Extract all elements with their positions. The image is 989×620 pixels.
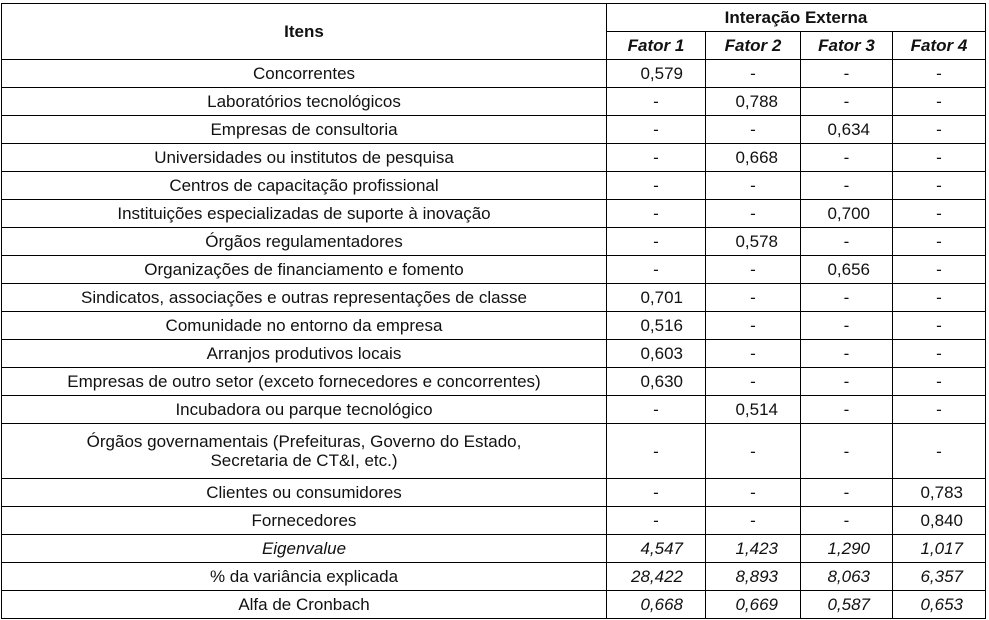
empty-value: - <box>607 144 706 172</box>
summary-value: 4,547 <box>607 535 706 563</box>
table-row <box>2 116 986 144</box>
loading-value: 0,700 <box>801 200 893 228</box>
empty-value: - <box>706 424 801 479</box>
empty-value: - <box>893 396 986 424</box>
loading-value: 0,630 <box>607 368 706 396</box>
empty-value: - <box>706 479 801 507</box>
item-label <box>2 228 607 256</box>
empty-value: - <box>706 116 801 144</box>
summary-value: 8,893 <box>706 563 801 591</box>
table-row <box>2 368 986 396</box>
empty-value: - <box>607 228 706 256</box>
item-label <box>2 507 607 535</box>
empty-value: - <box>801 368 893 396</box>
table-row <box>2 479 986 507</box>
empty-value: - <box>706 60 801 88</box>
summary-value: 0,587 <box>801 591 893 619</box>
item-label <box>2 60 607 88</box>
loading-value: 0,516 <box>607 312 706 340</box>
empty-value: - <box>893 256 986 284</box>
table-row <box>2 228 986 256</box>
empty-value: - <box>801 507 893 535</box>
loading-value: 0,668 <box>706 144 801 172</box>
empty-value: - <box>607 172 706 200</box>
empty-value: - <box>801 340 893 368</box>
empty-value: - <box>607 88 706 116</box>
item-label <box>2 368 607 396</box>
table-row <box>2 256 986 284</box>
empty-value: - <box>706 256 801 284</box>
loading-value: 0,783 <box>893 479 986 507</box>
item-label <box>2 88 607 116</box>
summary-value: 1,423 <box>706 535 801 563</box>
summary-value: 1,017 <box>893 535 986 563</box>
item-label <box>2 340 607 368</box>
factor-header: Fator 2 <box>706 32 801 60</box>
loading-value: 0,514 <box>706 396 801 424</box>
empty-value: - <box>893 88 986 116</box>
item-label-line: Órgãos regulamentadores <box>205 232 403 251</box>
empty-value: - <box>607 200 706 228</box>
item-label <box>2 116 607 144</box>
empty-value: - <box>607 479 706 507</box>
item-label <box>2 424 607 479</box>
summary-value: 0,668 <box>607 591 706 619</box>
items-header: Itens <box>2 4 607 60</box>
empty-value: - <box>801 60 893 88</box>
table-body <box>2 60 986 619</box>
table-row <box>2 424 986 479</box>
empty-value: - <box>801 396 893 424</box>
summary-label: Alfa de Cronbach <box>2 591 607 619</box>
item-label <box>2 312 607 340</box>
empty-value: - <box>801 172 893 200</box>
table-row <box>2 312 986 340</box>
empty-value: - <box>893 200 986 228</box>
table-row <box>2 340 986 368</box>
summary-value: 28,422 <box>607 563 706 591</box>
item-label <box>2 479 607 507</box>
empty-value: - <box>607 256 706 284</box>
item-label-line: Laboratórios tecnológicos <box>207 92 401 111</box>
table-row <box>2 172 986 200</box>
item-label <box>2 172 607 200</box>
empty-value: - <box>893 340 986 368</box>
summary-row <box>2 591 986 619</box>
summary-label: % da variância explicada <box>2 563 607 591</box>
loading-value: 0,701 <box>607 284 706 312</box>
factor-analysis-table <box>1 3 986 619</box>
item-label <box>2 256 607 284</box>
empty-value: - <box>801 479 893 507</box>
factor-header: Fator 1 <box>607 32 706 60</box>
empty-value: - <box>706 368 801 396</box>
summary-value: 0,669 <box>706 591 801 619</box>
loading-value: 0,840 <box>893 507 986 535</box>
item-label-line: Organizações de financiamento e fomento <box>144 260 464 279</box>
item-label-line: Comunidade no entorno da empresa <box>165 316 443 335</box>
summary-row <box>2 535 986 563</box>
summary-row <box>2 563 986 591</box>
empty-value: - <box>893 60 986 88</box>
item-label-line: Fornecedores <box>251 511 357 530</box>
summary-value: 6,357 <box>893 563 986 591</box>
empty-value: - <box>893 172 986 200</box>
empty-value: - <box>607 116 706 144</box>
item-label-line: Concorrentes <box>252 64 356 83</box>
empty-value: - <box>706 172 801 200</box>
empty-value: - <box>893 144 986 172</box>
table-row <box>2 60 986 88</box>
item-label-line: Clientes ou consumidores <box>206 483 402 502</box>
empty-value: - <box>801 312 893 340</box>
empty-value: - <box>607 396 706 424</box>
empty-value: - <box>706 507 801 535</box>
empty-value: - <box>607 507 706 535</box>
group-header: Interação Externa <box>607 4 986 32</box>
summary-value: 0,653 <box>893 591 986 619</box>
empty-value: - <box>801 228 893 256</box>
item-label <box>2 396 607 424</box>
empty-value: - <box>706 340 801 368</box>
item-label-line: Incubadora ou parque tecnológico <box>175 400 433 419</box>
empty-value: - <box>893 424 986 479</box>
loading-value: 0,578 <box>706 228 801 256</box>
empty-value: - <box>801 144 893 172</box>
loading-value: 0,603 <box>607 340 706 368</box>
empty-value: - <box>607 424 706 479</box>
table-row <box>2 88 986 116</box>
item-label <box>2 200 607 228</box>
table-row <box>2 144 986 172</box>
empty-value: - <box>706 284 801 312</box>
summary-value: 1,290 <box>801 535 893 563</box>
empty-value: - <box>801 284 893 312</box>
summary-label: Eigenvalue <box>2 535 607 563</box>
item-label-line: Centros de capacitação profissional <box>169 176 439 195</box>
empty-value: - <box>706 312 801 340</box>
table-row <box>2 507 986 535</box>
item-label-line: Sindicatos, associações e outras representações de classe <box>80 288 528 307</box>
table-row <box>2 200 986 228</box>
item-label-line: Instituições especializadas de suporte à inovação <box>117 204 491 223</box>
item-label-line: Órgãos governamentais (Prefeituras, Governo do Estado, <box>86 432 522 451</box>
loading-value: 0,788 <box>706 88 801 116</box>
empty-value: - <box>893 312 986 340</box>
summary-value: 8,063 <box>801 563 893 591</box>
loading-value: 0,634 <box>801 116 893 144</box>
empty-value: - <box>893 116 986 144</box>
table-row <box>2 396 986 424</box>
item-label-line: Secretaria de CT&I, etc.) <box>210 451 398 470</box>
empty-value: - <box>893 284 986 312</box>
factor-header: Fator 3 <box>801 32 893 60</box>
item-label <box>2 144 607 172</box>
empty-value: - <box>706 200 801 228</box>
item-label-line: Arranjos produtivos locais <box>206 344 402 363</box>
empty-value: - <box>893 368 986 396</box>
item-label <box>2 284 607 312</box>
empty-value: - <box>893 228 986 256</box>
empty-value: - <box>801 88 893 116</box>
table-row <box>2 284 986 312</box>
factor-header: Fator 4 <box>893 32 986 60</box>
item-label-line: Empresas de outro setor (exceto fornecedores e concorrentes) <box>67 372 541 391</box>
empty-value: - <box>801 424 893 479</box>
item-label-line: Universidades ou institutos de pesquisa <box>154 148 454 167</box>
loading-value: 0,579 <box>607 60 706 88</box>
item-label-line: Empresas de consultoria <box>210 120 398 139</box>
loading-value: 0,656 <box>801 256 893 284</box>
